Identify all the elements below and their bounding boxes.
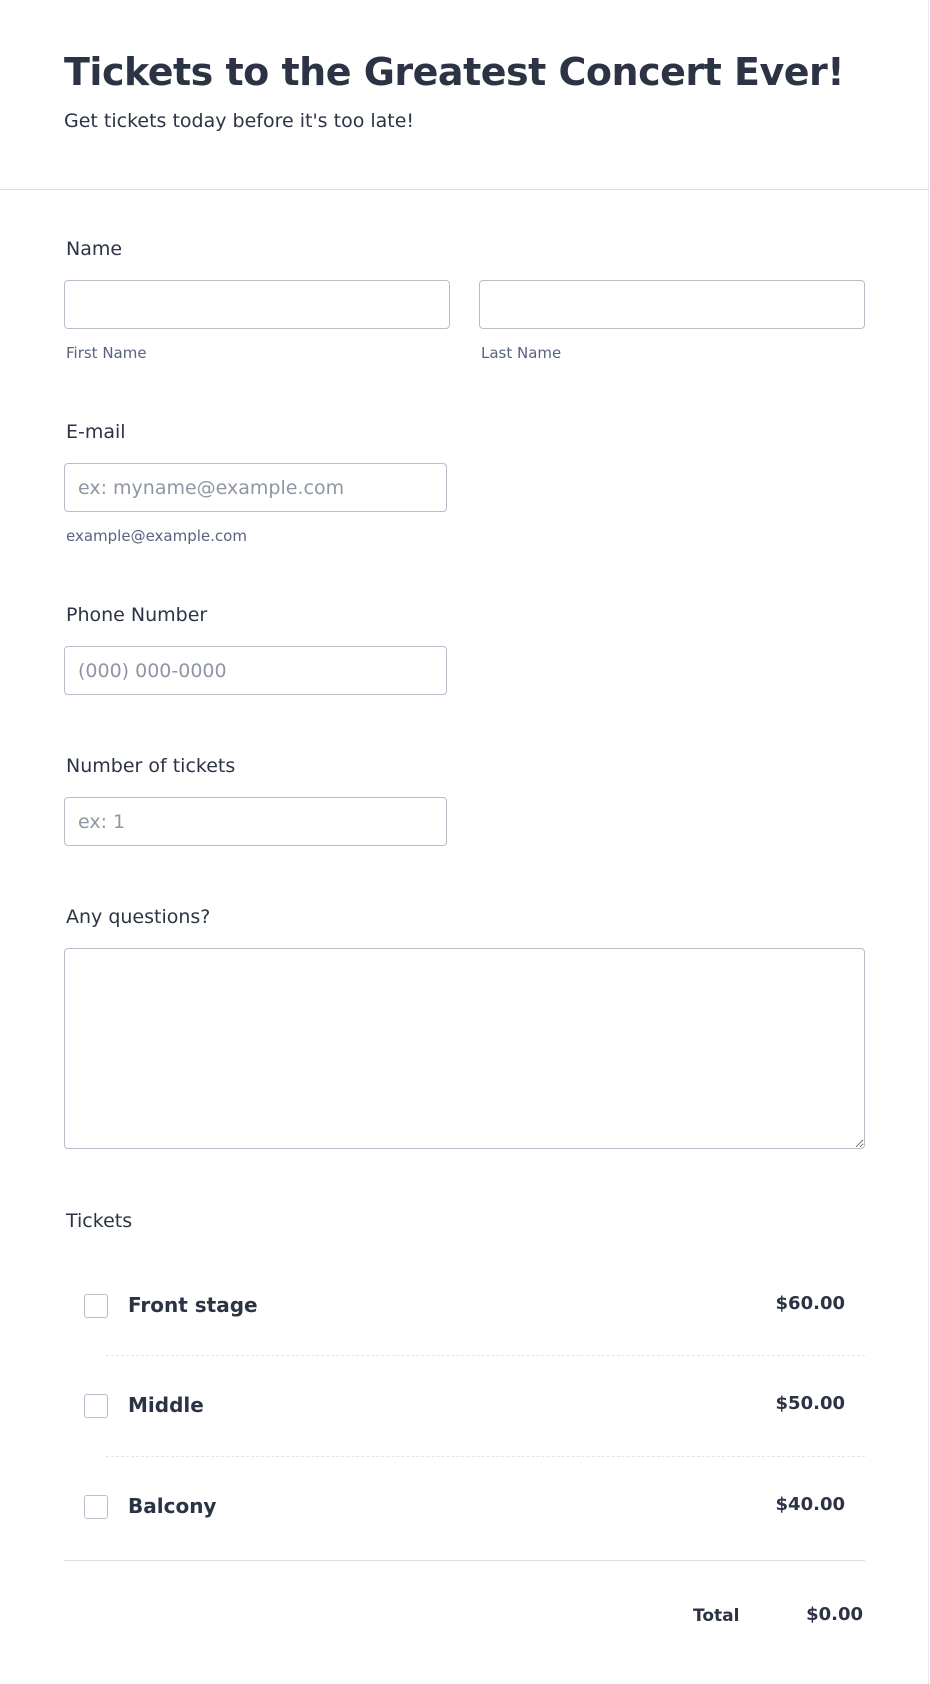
last-name-input[interactable] [479, 280, 865, 329]
questions-label: Any questions? [66, 906, 211, 928]
form-subtitle: Get tickets today before it's too late! [64, 110, 415, 132]
total-value: $0.00 [806, 1604, 863, 1625]
ticket-price: $60.00 [775, 1293, 845, 1314]
email-label: E-mail [66, 421, 126, 443]
ticket-name: Balcony [128, 1494, 217, 1518]
ticket-item-balcony[interactable] [64, 1456, 865, 1556]
phone-label: Phone Number [66, 604, 208, 626]
ticket-name: Front stage [128, 1293, 258, 1317]
email-input[interactable] [64, 463, 447, 512]
tickets-count-input[interactable] [64, 797, 447, 846]
form-title: Tickets to the Greatest Concert Ever! [64, 50, 845, 94]
last-name-sublabel: Last Name [481, 344, 562, 362]
total-divider [64, 1560, 865, 1561]
total-label: Total [693, 1606, 740, 1626]
front-stage-checkbox[interactable] [84, 1294, 108, 1318]
tickets-label: Tickets [66, 1210, 133, 1232]
balcony-checkbox[interactable] [84, 1495, 108, 1519]
questions-textarea[interactable] [64, 948, 865, 1149]
form-header [0, 0, 929, 190]
ticket-item-middle[interactable] [64, 1355, 865, 1455]
ticket-price: $40.00 [775, 1494, 845, 1515]
name-label: Name [66, 238, 123, 260]
middle-checkbox[interactable] [84, 1394, 108, 1418]
tickets-count-label: Number of tickets [66, 755, 236, 777]
email-sublabel: example@example.com [66, 527, 247, 545]
ticket-price: $50.00 [775, 1393, 845, 1414]
first-name-input[interactable] [64, 280, 450, 329]
ticket-name: Middle [128, 1393, 204, 1417]
first-name-sublabel: First Name [66, 344, 147, 362]
ticket-item-front-stage[interactable] [64, 1255, 865, 1355]
phone-input[interactable] [64, 646, 447, 695]
